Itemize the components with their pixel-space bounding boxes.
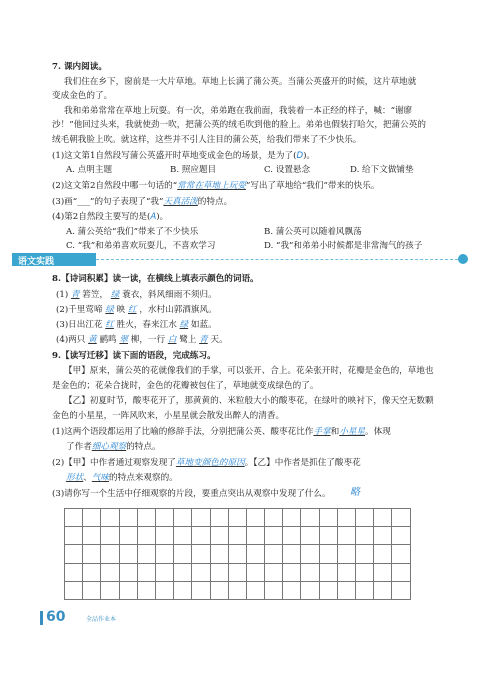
grid-cell[interactable] xyxy=(374,563,392,581)
grid-cell[interactable] xyxy=(101,563,119,581)
grid-cell[interactable] xyxy=(101,545,119,563)
grid-cell[interactable] xyxy=(356,581,374,599)
q9-s1b-ans: 细心观察 xyxy=(91,442,127,452)
grid-cell[interactable] xyxy=(392,581,410,599)
grid-cell[interactable] xyxy=(192,563,210,581)
q8-l2-ans1: 绿 xyxy=(105,305,114,315)
q7-sub2-answer: 常常在草地上玩耍 xyxy=(177,181,246,191)
grid-cell[interactable] xyxy=(374,527,392,545)
grid-cell[interactable] xyxy=(155,563,173,581)
q9-passage-b-line1: 【乙】初夏时节，酸枣花开了，那黄黄的、米粒般大小的酸枣花，在绿叶的映衬下，像天空无数颗 xyxy=(64,396,434,406)
grid-cell[interactable] xyxy=(65,527,83,545)
q7-para1-line2: 变成金色的了。 xyxy=(52,91,113,101)
grid-cell[interactable] xyxy=(337,545,355,563)
q7-para2-line1: 我和弟弟常常在草地上玩耍。有一次，弟弟跑在我前面，我装着一本正经的样子，喊：“谢廖 xyxy=(64,106,413,116)
section-divider xyxy=(96,259,458,261)
q9-passage-a-line2: 是金色的；花朵合拢时，金色的花瓣被包住了，草地就变成绿色的了。 xyxy=(52,381,319,391)
grid-cell[interactable] xyxy=(301,581,319,599)
grid-cell[interactable] xyxy=(137,563,155,581)
q9-s1a-end: 。体现 xyxy=(365,427,391,437)
q8-title: 8.【诗词积累】读一读，在横线上填表示颜色的词语。 xyxy=(52,274,259,284)
grid-cell[interactable] xyxy=(65,563,83,581)
q8-l4-t1: 鹂鸣 xyxy=(99,335,117,345)
grid-cell[interactable] xyxy=(319,545,337,563)
section-dot-icon xyxy=(458,254,468,264)
q9-title: 9.【读写迁移】读下面的语段，完成练习。 xyxy=(52,351,216,361)
q8-line1 xyxy=(56,290,217,301)
grid-cell[interactable] xyxy=(319,509,337,527)
grid-cell[interactable] xyxy=(155,509,173,527)
grid-cell[interactable] xyxy=(210,563,228,581)
q7-para1-line1: 我们住在乡下，窗前是一大片草地。草地上长满了蒲公英。当蒲公英盛开的时候，这片草地就 xyxy=(64,77,417,87)
grid-cell[interactable] xyxy=(265,563,283,581)
grid-cell[interactable] xyxy=(337,581,355,599)
grid-cell[interactable] xyxy=(337,563,355,581)
q7-sub1-opt-d: D. 给下文做铺垫 xyxy=(350,165,414,175)
q9-passage-a-line1: 【甲】原来，蒲公英的花就像我们的手掌，可以张开、合上。花朵张开时，花瓣是金色的，草地也 xyxy=(64,366,434,376)
grid-cell[interactable] xyxy=(283,509,301,527)
q8-l1-ans2: 绿 xyxy=(110,290,120,300)
q9-s2a-ans: 草地变颜色的原因 xyxy=(175,458,245,468)
q7-sub2 xyxy=(52,181,379,192)
grid-cell[interactable] xyxy=(137,581,155,599)
grid-cell[interactable] xyxy=(228,509,246,527)
grid-cell[interactable] xyxy=(119,509,137,527)
q7-sub4-pre: (4)第2自然段主要写的是( xyxy=(52,212,151,222)
grid-cell[interactable] xyxy=(210,581,228,599)
footer-accent-bar xyxy=(40,611,43,625)
q7-sub4-post: )。 xyxy=(156,212,169,222)
q7-sub1-end: )。 xyxy=(303,151,316,161)
section-banner xyxy=(12,253,468,266)
grid-cell[interactable] xyxy=(356,509,374,527)
q9-sub2-line1 xyxy=(52,458,361,469)
q7-sub2-post: ”写出了草地给“我们”带来的快乐。 xyxy=(245,181,380,191)
q8-l2-t2: ，水村山郭酒旗风。 xyxy=(139,305,217,315)
grid-cell[interactable] xyxy=(83,527,101,545)
grid-cell[interactable] xyxy=(246,509,264,527)
grid-cell[interactable] xyxy=(228,545,246,563)
q9-s2a-post: 。【乙】中作者是抓住了酸枣花 xyxy=(244,458,361,468)
q9-passage-b-line2: 金色的小星星，一阵风吹来，小星星就会散发出醉人的清香。 xyxy=(52,411,285,421)
q7-sub1-opt-c: C. 设置悬念 xyxy=(264,165,311,175)
q8-l4-t2: 柳，一行 xyxy=(130,335,166,345)
q7-sub1-opt-b: B. 照应题目 xyxy=(170,165,217,175)
grid-cell[interactable] xyxy=(283,527,301,545)
grid-cell[interactable] xyxy=(356,545,374,563)
q7-sub4-opt-c: C. “我”和弟弟喜欢玩耍儿，不喜欢学习 xyxy=(66,241,216,251)
grid-cell[interactable] xyxy=(210,545,228,563)
grid-cell[interactable] xyxy=(392,563,410,581)
grid-cell[interactable] xyxy=(301,527,319,545)
grid-cell[interactable] xyxy=(137,509,155,527)
q7-sub2-pre: (2)这文第2自然段中哪一句话的“ xyxy=(52,181,178,191)
q8-l4-t3: 鹭上 xyxy=(179,335,197,345)
grid-cell[interactable] xyxy=(301,545,319,563)
q8-l4-ans2: 翠 xyxy=(119,335,128,345)
q9-sub1-line2 xyxy=(66,442,161,453)
q9-s1b-post: 的特点。 xyxy=(126,442,161,452)
grid-cell[interactable] xyxy=(83,545,101,563)
q9-s1a-ans2: 小星星 xyxy=(339,427,366,437)
grid-cell[interactable] xyxy=(283,581,301,599)
grid-cell[interactable] xyxy=(392,509,410,527)
q8-l3-ans1: 红 xyxy=(105,320,114,330)
q9-s2b-ans2: 气味 xyxy=(91,473,110,483)
q8-l1-t1: 箬笠， xyxy=(82,290,109,300)
q8-l4-ans1: 黄 xyxy=(88,335,97,345)
q9-s1b-pre: 了作者 xyxy=(66,442,92,452)
grid-cell[interactable] xyxy=(265,545,283,563)
q7-sub1-text: (1)这文第1自然段写蒲公英盛开时草地变成金色的场景，是为了( xyxy=(52,151,297,161)
q9-s1a-ans1: 手掌 xyxy=(313,427,331,437)
q8-l4-ans3: 白 xyxy=(167,335,177,345)
grid-cell[interactable] xyxy=(301,509,319,527)
grid-cell[interactable] xyxy=(374,509,392,527)
grid-cell[interactable] xyxy=(174,581,192,599)
q9-sub2-line2 xyxy=(66,473,178,484)
grid-cell[interactable] xyxy=(356,527,374,545)
q9-s1a-pre: (1)这两个语段都运用了比喻的修辞手法，分别把蒲公英、酸枣花比作 xyxy=(52,427,314,437)
grid-cell[interactable] xyxy=(192,545,210,563)
grid-cell[interactable] xyxy=(65,509,83,527)
grid-cell[interactable] xyxy=(392,527,410,545)
grid-cell[interactable] xyxy=(83,581,101,599)
q8-l3-t1: 胜火，春来江水 xyxy=(116,320,177,330)
q7-sub1 xyxy=(52,151,315,162)
q8-l2-t1: 映 xyxy=(116,305,126,315)
grid-cell[interactable] xyxy=(210,527,228,545)
q8-l4-ans4: 青 xyxy=(199,335,208,345)
q9-s2b-mid: 、 xyxy=(83,473,92,483)
grid-cell[interactable] xyxy=(246,581,264,599)
q9-s2b-ans1: 形状 xyxy=(66,473,84,483)
grid-cell[interactable] xyxy=(119,563,137,581)
q8-l1-ans1: 青 xyxy=(70,290,80,300)
section-title: 语文实践 xyxy=(18,257,55,267)
grid-cell[interactable] xyxy=(119,527,137,545)
grid-cell[interactable] xyxy=(101,581,119,599)
q8-l3-ans2: 绿 xyxy=(179,320,189,330)
q7-sub4-opt-d: D. “我”和弟弟小时候都是非常淘气的孩子 xyxy=(264,241,423,251)
grid-cell[interactable] xyxy=(101,509,119,527)
grid-cell[interactable] xyxy=(65,545,83,563)
q7-sub3-pre: (3)画“___”的句子表现了“我” xyxy=(52,197,164,207)
q7-sub3 xyxy=(52,197,232,208)
q8-l3-t2: 如蓝。 xyxy=(190,320,217,330)
grid-cell[interactable] xyxy=(228,563,246,581)
grid-cell[interactable] xyxy=(228,581,246,599)
q9-s2a-pre: (2)【甲】中作者通过观察发现了 xyxy=(52,458,176,468)
q7-sub3-post: 的特点。 xyxy=(197,197,233,207)
grid-cell[interactable] xyxy=(265,581,283,599)
q8-l4-t0: (4)两只 xyxy=(56,335,86,345)
grid-cell[interactable] xyxy=(337,509,355,527)
grid-cell[interactable] xyxy=(228,527,246,545)
q7-para2-line2: 沙！”他回过头来，我就使劲一吹，把蒲公英的绒毛吹到他的脸上。弟弟也假装打哈欠，把蒲公英的 xyxy=(52,120,426,130)
q8-l3-t0: (3)日出江花 xyxy=(56,320,103,330)
q7-sub4-opt-a: A. 蒲公英给“我们”带来了不少快乐 xyxy=(66,227,199,237)
q7-title: 7. 课内阅读。 xyxy=(52,62,107,72)
q8-l2-t0: (2)千里莺啼 xyxy=(56,305,103,315)
page-number: 60 xyxy=(46,609,66,625)
q7-para2-line3: 绒毛朝我脸上吹。就这样，这些并不引人注目的蒲公英，给我们带来了不少快乐。 xyxy=(52,135,362,145)
q7-sub4-answer: A xyxy=(150,212,157,222)
grid-cell[interactable] xyxy=(155,545,173,563)
writing-grid[interactable] xyxy=(64,508,411,600)
grid-cell[interactable] xyxy=(137,545,155,563)
grid-cell[interactable] xyxy=(374,581,392,599)
q7-sub4-opt-b: B. 蒲公英可以随着风飘荡 xyxy=(264,227,362,237)
grid-cell[interactable] xyxy=(155,527,173,545)
q9-sub3: (3)请你写一个生活中仔细观察的片段，要重点突出从观察中发现了什么。 xyxy=(52,489,331,499)
grid-cell[interactable] xyxy=(374,545,392,563)
grid-cell[interactable] xyxy=(356,563,374,581)
grid-cell[interactable] xyxy=(319,527,337,545)
q8-line3 xyxy=(56,320,217,331)
q9-sub3-mark: 略 xyxy=(350,487,360,498)
grid-cell[interactable] xyxy=(392,545,410,563)
grid-cell[interactable] xyxy=(83,563,101,581)
grid-cell[interactable] xyxy=(192,509,210,527)
grid-cell[interactable] xyxy=(83,509,101,527)
grid-cell[interactable] xyxy=(283,563,301,581)
grid-cell[interactable] xyxy=(119,581,137,599)
q7-sub3-answer: 天真活泼 xyxy=(163,197,198,207)
grid-cell[interactable] xyxy=(265,509,283,527)
grid-cell[interactable] xyxy=(337,527,355,545)
grid-cell[interactable] xyxy=(174,563,192,581)
grid-cell[interactable] xyxy=(265,527,283,545)
grid-cell[interactable] xyxy=(192,527,210,545)
q8-l2-ans2: 红 xyxy=(127,305,137,315)
q8-line2 xyxy=(56,305,217,316)
q9-sub1-line1 xyxy=(52,427,391,438)
grid-cell[interactable] xyxy=(246,563,264,581)
q7-sub1-answer: D xyxy=(296,151,304,161)
grid-cell[interactable] xyxy=(174,545,192,563)
grid-cell[interactable] xyxy=(246,545,264,563)
book-title: 全品作业本 xyxy=(86,616,117,623)
q9-s1a-mid: 和 xyxy=(330,427,340,437)
q9-s2b-post: 的特点来观察的。 xyxy=(109,473,178,483)
grid-cell[interactable] xyxy=(210,509,228,527)
grid-cell[interactable] xyxy=(174,527,192,545)
grid-cell[interactable] xyxy=(283,545,301,563)
q7-sub4 xyxy=(52,212,168,223)
grid-cell[interactable] xyxy=(301,563,319,581)
grid-cell[interactable] xyxy=(319,581,337,599)
grid-cell[interactable] xyxy=(101,527,119,545)
grid-cell[interactable] xyxy=(246,527,264,545)
q7-sub1-opt-a: A. 点明主题 xyxy=(66,165,113,175)
q8-l1-t0: (1) xyxy=(56,290,69,300)
grid-cell[interactable] xyxy=(155,581,173,599)
grid-cell[interactable] xyxy=(65,581,83,599)
grid-cell[interactable] xyxy=(319,563,337,581)
writing-grid-table[interactable] xyxy=(64,508,411,600)
q8-l1-t2: 蓑衣，斜风细雨不须归。 xyxy=(122,290,217,300)
q8-l4-t4: 天。 xyxy=(210,335,228,345)
q8-line4 xyxy=(56,335,228,346)
grid-cell[interactable] xyxy=(119,545,137,563)
grid-cell[interactable] xyxy=(137,527,155,545)
grid-cell[interactable] xyxy=(174,509,192,527)
grid-cell[interactable] xyxy=(192,581,210,599)
